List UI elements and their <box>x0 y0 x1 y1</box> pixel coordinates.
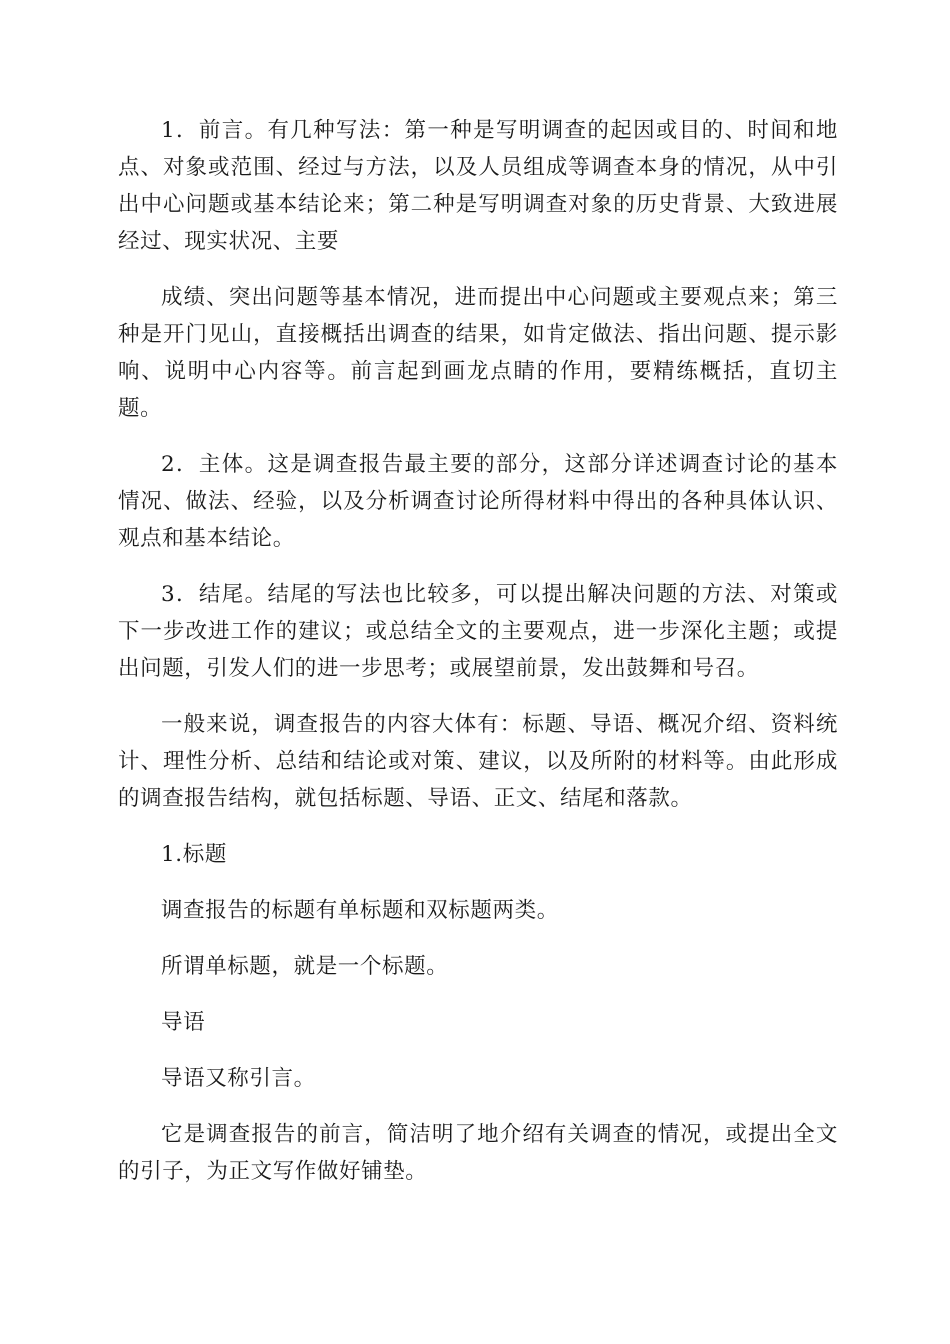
paragraph-single-title: 所谓单标题，就是一个标题。 <box>161 954 449 979</box>
paragraph-main-body: 2．主体。这是调查报告最主要的部分，这部分详述调查讨论的基本情况、做法、经验，以及分析调查讨论所得材料中得出的各种具体认识、观点和基本结论。 <box>118 452 838 551</box>
heading-lead: 导语 <box>161 1010 206 1035</box>
heading-title-section: 1.标题 <box>161 842 227 867</box>
paragraph-title-types: 调查报告的标题有单标题和双标题两类。 <box>161 898 559 923</box>
paragraph-ending: 3．结尾。结尾的写法也比较多，可以提出解决问题的方法、对策或下一步改进工作的建议；或总结全文的主要观点，进一步深化主题；或提出问题，引发人们的进一步思考；或展望前景，发出鼓舞和号召。 <box>118 582 838 681</box>
paragraph-preface-part2: 成绩、突出问题等基本情况，进而提出中心问题或主要观点来；第三种是开门见山，直接概括出调查的结果，如肯定做法、指出问题、提示影响、说明中心内容等。前言起到画龙点睛的作用，要精练概括，直切主题。 <box>118 285 838 421</box>
paragraph-lead-description: 它是调查报告的前言，简洁明了地介绍有关调查的情况，或提出全文的引子，为正文写作做好铺垫。 <box>118 1122 838 1184</box>
document-body <box>118 112 838 1209</box>
paragraph-overview: 一般来说，调查报告的内容大体有：标题、导语、概况介绍、资料统计、理性分析、总结和结论或对策、建议，以及所附的材料等。由此形成的调查报告结构，就包括标题、导语、正文、结尾和落款。 <box>118 712 838 811</box>
paragraph-lead-definition: 导语又称引言。 <box>161 1066 316 1091</box>
paragraph-preface-part1: 1．前言。有几种写法：第一种是写明调查的起因或目的、时间和地点、对象或范围、经过与方法，以及人员组成等调查本身的情况，从中引出中心问题或基本结论来；第二种是写明调查对象的历史背景、大致进展经过、现实状况、主要 <box>118 118 838 254</box>
